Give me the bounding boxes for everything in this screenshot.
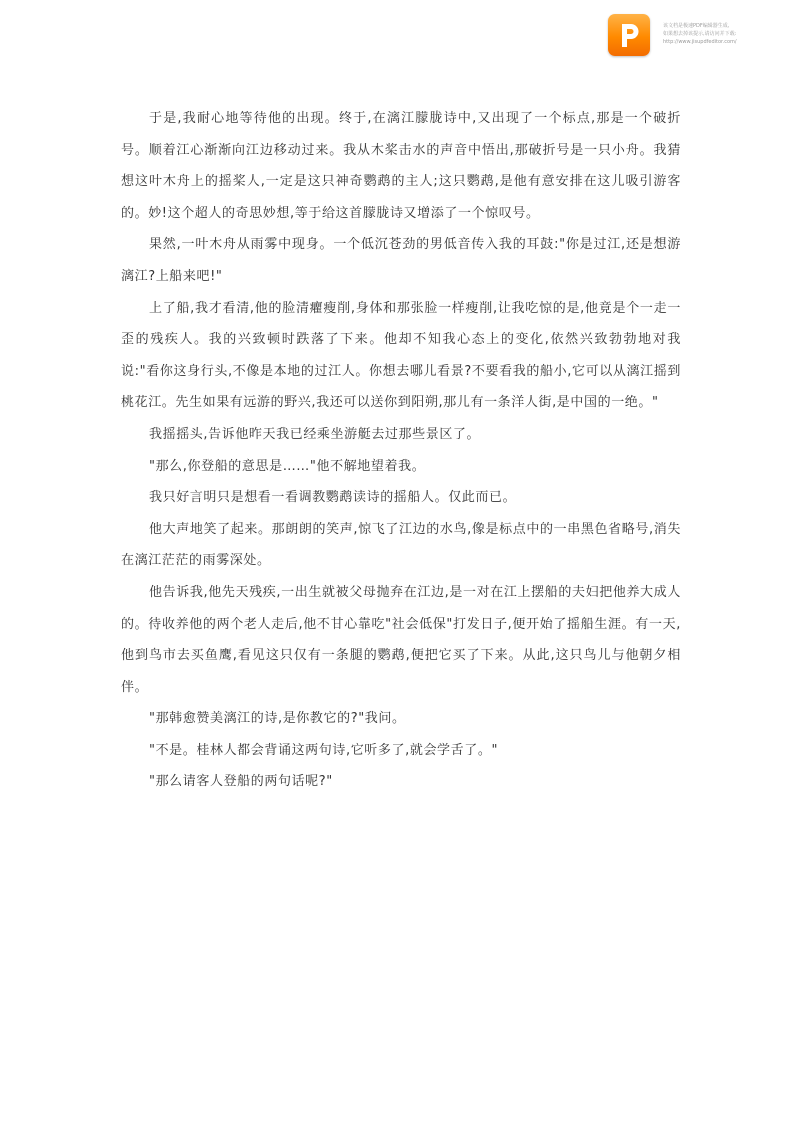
document-body	[121, 103, 681, 798]
paragraph: 他告诉我,他先天残疾,一出生就被父母抛弃在江边,是一对在江上摆船的夫妇把他养大成人的。待收养他的两个老人走后,他不甘心靠吃"社会低保"打发日子,便开始了摇船生涯。有一天,他到鸟市去买鱼鹰,看见这只仅有一条腿的鹦鹉,便把它买了下来。从此,这只鸟儿与他朝夕相伴。	[121, 584, 681, 695]
watermark-line-3: http://www.jisupdfeditor.com/	[663, 39, 737, 45]
paragraph: 于是,我耐心地等待他的出现。终于,在漓江朦胧诗中,又出现了一个标点,那是一个破折号。顺着江心渐渐向江边移动过来。我从木桨击水的声音中悟出,那破折号是一只小舟。我猜想这叶木舟上的摇桨人,一定是这只神奇鹦鹉的主人;这只鹦鹉,是他有意安排在这儿吸引游客的。妙!这个超人的奇思妙想,等于给这首朦胧诗又增添了一个惊叹号。	[121, 111, 681, 221]
paragraph: 他大声地笑了起来。那朗朗的笑声,惊飞了江边的水鸟,像是标点中的一串黑色省略号,消失在漓江茫茫的雨雾深处。	[121, 521, 681, 569]
watermark-notice	[663, 22, 788, 46]
paragraph: "那么请客人登船的两句话呢?"	[149, 774, 333, 790]
paragraph: 果然,一叶木舟从雨雾中现身。一个低沉苍劲的男低音传入我的耳鼓:"你是过江,还是想游漓江?上船来吧!"	[121, 237, 681, 284]
paragraph: "那么,你登船的意思是……"他不解地望着我。	[149, 458, 426, 474]
watermark-line-1: 该文档是极速PDF编辑器生成,	[663, 23, 730, 29]
paragraph: 上了船,我才看清,他的脸清癯瘦削,身体和那张脸一样瘦削,让我吃惊的是,他竟是个一走一歪的残疾人。我的兴致顿时跌落了下来。他却不知我心态上的变化,依然兴致勃勃地对我说:"看你这身行头,不像是本地的过江人。你想去哪儿看景?不要看我的船小,它可以从漓江摇到桃花江。先生如果有远游的野兴,我还可以送你到阳朔,那儿有一条洋人街,是中国的一绝。"	[121, 300, 681, 411]
pdf-editor-logo-icon	[608, 14, 650, 56]
watermark-line-2: 如果想去掉该提示,请访问并下载:	[663, 31, 737, 37]
paragraph: "那韩愈赞美漓江的诗,是你教它的?"我问。	[149, 711, 406, 727]
paragraph: 我摇摇头,告诉他昨天我已经乘坐游艇去过那些景区了。	[149, 426, 481, 442]
paragraph: "不是。桂林人都会背诵这两句诗,它听多了,就会学舌了。"	[149, 742, 499, 758]
paragraph: 我只好言明只是想看一看调教鹦鹉读诗的摇船人。仅此而已。	[149, 490, 517, 506]
